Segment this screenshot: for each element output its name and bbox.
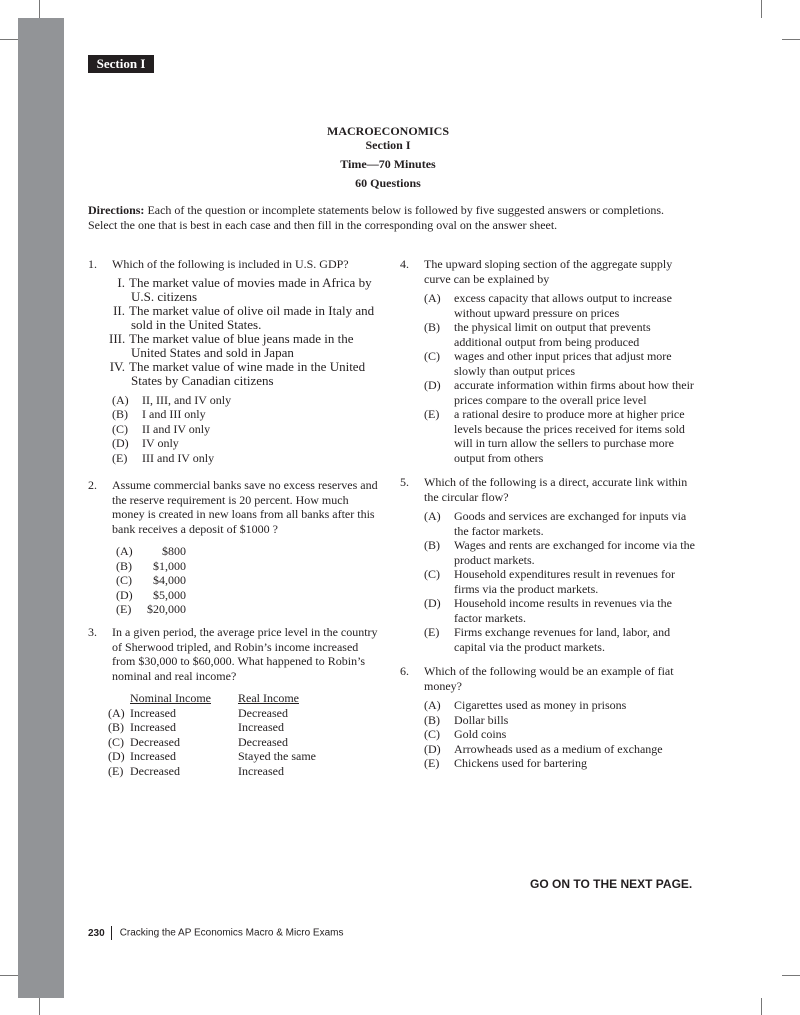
option-text: Wages and rents are exchanged for income via the product markets. — [454, 538, 695, 567]
answer-option — [424, 509, 695, 538]
question-stem: 1. Which of the following is included in U.S. GDP? — [88, 257, 349, 271]
option-letter: (E) — [424, 407, 440, 421]
nominal-value: Increased — [130, 720, 176, 734]
option-letter: (D) — [424, 741, 441, 756]
footer-divider — [111, 926, 112, 940]
option-letter: (D) — [424, 378, 441, 392]
answer-option — [424, 320, 695, 349]
option-text: Household income results in revenues via the factor markets. — [454, 596, 672, 625]
answer-option — [112, 436, 383, 451]
option-text: IV only — [142, 436, 179, 450]
book-title: Cracking the AP Economics Macro & Micro Exams — [119, 927, 344, 939]
real-value: Decreased — [238, 705, 288, 720]
option-letter: (D) — [108, 749, 125, 763]
crop-mark — [782, 39, 800, 40]
answer-option — [424, 378, 695, 407]
roman-text: The market value of wine made in the United States by Canadian citizens — [129, 358, 366, 388]
question-stem: 2. Assume commercial banks save no excess reserves and the reserve requirement is 20 percent. How much money is created in new loans from all banks after this bank receives a deposit of $1000 ? — [88, 478, 378, 536]
real-value: Decreased — [238, 734, 288, 749]
answer-option — [424, 727, 695, 742]
answer-option — [116, 544, 383, 559]
roman-list — [88, 276, 383, 388]
option-letter: (B) — [424, 712, 440, 727]
option-text: II, III, and IV only — [142, 392, 232, 407]
roman-item — [111, 276, 383, 304]
option-letter: (D) — [112, 436, 129, 450]
option-text: $4,000 — [153, 573, 186, 587]
option-text: Chickens used for bartering — [454, 756, 587, 770]
answer-option — [112, 422, 383, 437]
roman-numeral: IV. — [109, 358, 125, 374]
page-number: 230 — [88, 927, 105, 939]
option-text: a rational desire to produce more at higher price levels because the prices received for items sold will in turn allow the sellers to purchase more output from others — [454, 407, 685, 465]
answer-option — [116, 559, 383, 574]
real-value: Stayed the same — [238, 749, 316, 763]
answer-option — [424, 538, 695, 567]
option-text: II and IV only — [142, 421, 211, 436]
real-value: Increased — [238, 720, 284, 734]
option-letter: (B) — [112, 407, 128, 421]
answer-options — [400, 291, 695, 465]
option-text: Dollar bills — [454, 712, 509, 727]
answer-option — [108, 735, 383, 750]
answer-option — [116, 602, 383, 617]
answer-option — [108, 720, 383, 735]
question-stem: 6. Which of the following would be an example of fiat money? — [400, 664, 674, 693]
nominal-value: Increased — [130, 705, 176, 720]
option-letter: (B) — [108, 720, 124, 734]
crop-mark — [761, 998, 762, 1015]
roman-text: The market value of blue jeans made in the United States and sold in Japan — [129, 330, 354, 360]
option-nominal — [108, 735, 238, 750]
option-letter: (C) — [424, 567, 440, 581]
option-text: $5,000 — [153, 587, 186, 602]
nominal-value: Increased — [130, 749, 176, 763]
answer-option — [112, 393, 383, 408]
answer-options — [88, 544, 383, 617]
roman-numeral: III. — [109, 330, 126, 346]
option-letter: (C) — [108, 734, 124, 749]
option-letter: (A) — [108, 705, 125, 720]
option-letter: (C) — [424, 349, 440, 363]
roman-numeral: I. — [117, 274, 125, 290]
option-text: $20,000 — [147, 602, 186, 616]
option-text: the physical limit on output that prevents additional output from being produced — [454, 320, 651, 349]
option-nominal — [108, 749, 238, 764]
question-stem: 5. Which of the following is a direct, accurate link within the circular flow? — [400, 475, 688, 504]
option-text: excess capacity that allows output to increase without upward pressure on prices — [454, 291, 672, 320]
option-letter: (E) — [424, 625, 440, 639]
answer-option — [116, 573, 383, 588]
question-6 — [400, 664, 695, 771]
option-text: Household expenditures result in revenues for firms via the product markets. — [454, 567, 675, 596]
option-text: Firms exchange revenues for land, labor, and capital via the product markets. — [454, 625, 671, 654]
answer-option — [112, 407, 383, 422]
question-stem: 3. In a given period, the average price level in the country of Sherwood tripled, and Robin’s income increased from $30,000 to $60,000. What happened to Robin’s nominal and real income? — [88, 625, 378, 683]
answer-option — [424, 742, 695, 757]
answer-option — [424, 698, 695, 713]
answer-option — [112, 451, 383, 466]
roman-item — [111, 304, 383, 332]
answer-options — [88, 393, 383, 466]
answer-option — [424, 756, 695, 771]
crop-mark — [761, 0, 762, 18]
crop-mark — [0, 39, 18, 40]
option-letter: (C) — [424, 727, 440, 741]
option-nominal — [108, 720, 238, 735]
answer-option — [424, 349, 695, 378]
option-letter: (D) — [116, 587, 133, 602]
crop-mark — [782, 975, 800, 976]
option-text: Cigarettes used as money in prisons — [454, 698, 627, 712]
option-nominal — [108, 764, 238, 779]
option-letter: (A) — [116, 544, 133, 558]
answer-option — [108, 749, 383, 764]
next-page-notice: GO ON TO THE NEXT PAGE. — [530, 877, 693, 891]
option-letter: (A) — [424, 291, 441, 305]
roman-item — [111, 360, 383, 388]
answer-option — [108, 764, 383, 779]
section-title: Section I — [365, 138, 411, 152]
question-3 — [88, 625, 383, 778]
column-header: Real Income — [238, 691, 299, 705]
crop-mark — [0, 975, 18, 976]
question-5 — [400, 475, 695, 654]
nominal-value: Decreased — [130, 734, 180, 749]
option-letter: (A) — [424, 698, 441, 712]
question-stem: 4. The upward sloping section of the aggregate supply curve can be explained by — [400, 257, 673, 286]
answer-table — [88, 691, 383, 778]
answer-option — [424, 713, 695, 728]
column-header: Nominal Income — [130, 691, 211, 705]
option-letter: (D) — [424, 596, 441, 610]
section-badge: Section I — [88, 55, 154, 73]
option-letter: (B) — [424, 538, 440, 552]
real-value: Increased — [238, 763, 284, 778]
option-text: $800 — [162, 544, 186, 558]
option-letter: (C) — [116, 573, 132, 587]
page-footer — [88, 926, 343, 940]
time-limit: Time—70 Minutes — [340, 157, 436, 171]
option-letter: (B) — [424, 320, 440, 334]
answer-option — [424, 596, 695, 625]
option-text: I and III only — [142, 407, 206, 421]
answer-options — [400, 509, 695, 654]
option-letter: (E) — [116, 602, 132, 616]
option-text: $1,000 — [153, 558, 186, 573]
crop-mark — [39, 998, 40, 1015]
option-text: wages and other input prices that adjust more slowly than output prices — [454, 349, 672, 378]
answer-options — [400, 698, 695, 771]
option-text: Gold coins — [454, 727, 507, 741]
roman-text: The market value of movies made in Africa by U.S. citizens — [129, 274, 372, 304]
option-text: accurate information within firms about how their prices compare to the overall price level — [454, 378, 694, 407]
question-1 — [88, 257, 383, 465]
directions-text: Each of the question or incomplete statements below is followed by five suggested answers or completions. Select the one that is best in each case and then fill in the corresponding oval on the answer sheet. — [88, 203, 664, 232]
answer-option — [116, 588, 383, 603]
option-letter: (C) — [112, 421, 128, 436]
option-nominal — [108, 706, 238, 721]
option-text: III and IV only — [142, 450, 215, 465]
option-letter: (E) — [108, 763, 124, 778]
nominal-value: Decreased — [130, 763, 180, 778]
subject-title: MACROECONOMICS — [327, 124, 449, 138]
page-margin-bar — [18, 18, 64, 998]
option-letter: (A) — [112, 392, 129, 407]
answer-option — [424, 291, 695, 320]
option-text: Arrowheads used as a medium of exchange — [454, 741, 663, 756]
option-letter: (E) — [112, 450, 128, 465]
answer-option — [108, 706, 383, 721]
option-letter: (A) — [424, 509, 441, 523]
roman-text: The market value of olive oil made in Italy and sold in the United States. — [129, 302, 375, 332]
directions — [88, 203, 688, 233]
directions-label: Directions: — [88, 203, 145, 217]
roman-item — [111, 332, 383, 360]
answer-option — [424, 407, 695, 465]
answer-option — [424, 567, 695, 596]
option-letter: (E) — [424, 756, 440, 770]
option-text: Goods and services are exchanged for inputs via the factor markets. — [454, 509, 687, 538]
question-4 — [400, 257, 695, 465]
option-letter: (B) — [116, 558, 132, 573]
question-count: 60 Questions — [355, 176, 421, 190]
answer-option — [424, 625, 695, 654]
question-2 — [88, 478, 383, 617]
roman-numeral: II. — [113, 302, 125, 318]
crop-mark — [39, 0, 40, 18]
